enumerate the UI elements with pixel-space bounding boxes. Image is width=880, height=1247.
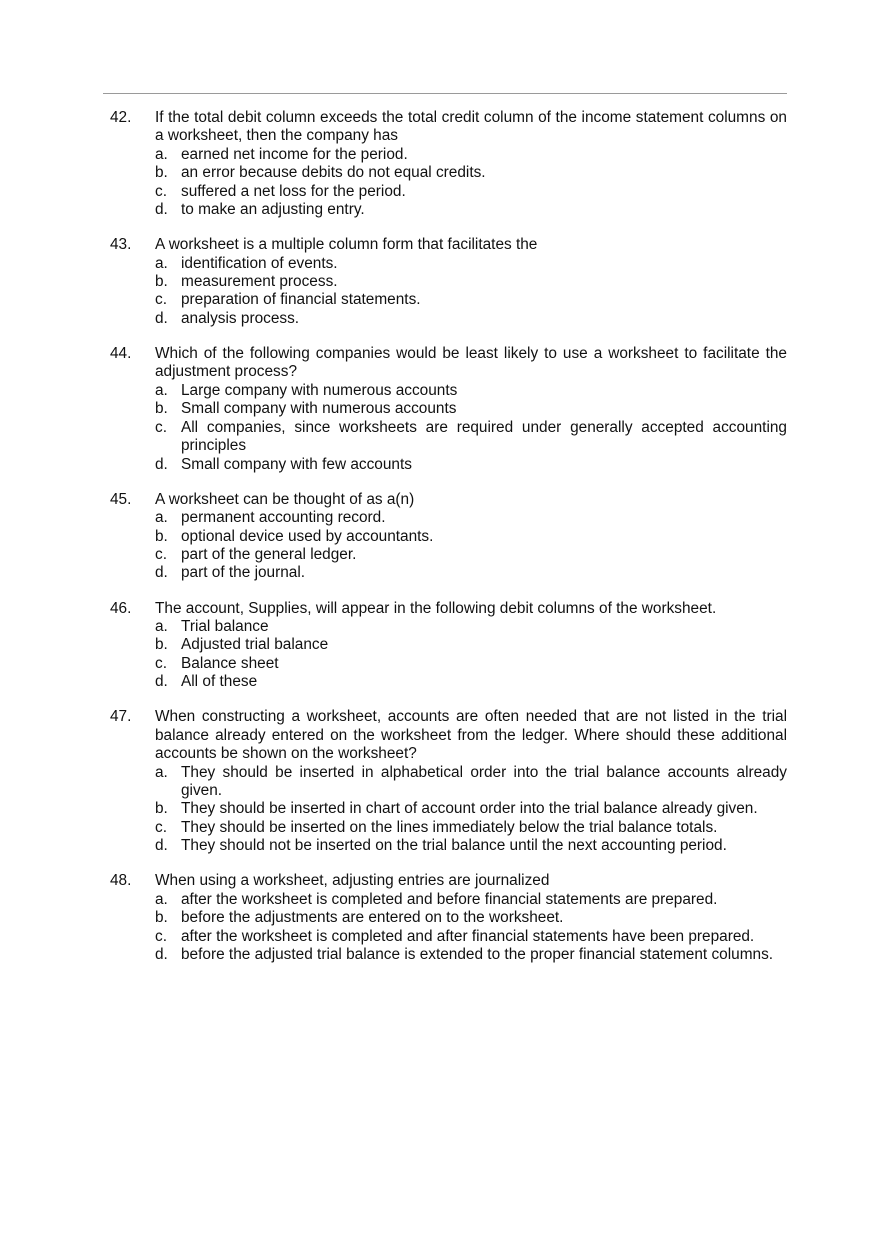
- option-text: preparation of financial statements.: [181, 291, 421, 309]
- option-letter: d.: [155, 673, 168, 691]
- question-48: [110, 872, 787, 964]
- option-letter: a.: [155, 509, 168, 527]
- option-text: identification of events.: [181, 254, 338, 272]
- question-number: 44.: [110, 345, 132, 363]
- option-letter: c.: [155, 654, 167, 672]
- option-letter: b.: [155, 164, 168, 182]
- option-letter: d.: [155, 455, 168, 473]
- question-44: [110, 345, 787, 474]
- answer-option-c: [155, 819, 787, 837]
- answer-option-d: [155, 673, 787, 691]
- answer-option-a: [155, 382, 787, 400]
- answer-options: [155, 255, 787, 329]
- option-letter: a.: [155, 381, 168, 399]
- question-number: 43.: [110, 236, 132, 254]
- option-text: Trial balance: [181, 617, 269, 635]
- option-text: part of the journal.: [181, 564, 306, 582]
- option-text: Adjusted trial balance: [181, 636, 329, 654]
- question-stem: Which of the following companies would be least likely to use a worksheet to facilitate the adjustment process?: [155, 345, 787, 381]
- answer-option-c: [155, 183, 787, 201]
- question-list: [110, 109, 787, 981]
- option-letter: d.: [155, 201, 168, 219]
- option-text: an error because debits do not equal credits.: [181, 164, 486, 182]
- answer-option-d: [155, 564, 787, 582]
- option-text: They should be inserted on the lines immediately below the trial balance totals.: [181, 818, 718, 836]
- option-letter: c.: [155, 927, 167, 945]
- answer-option-c: [155, 655, 787, 673]
- answer-options: [155, 618, 787, 692]
- question-stem: A worksheet is a multiple column form that facilitates the: [155, 236, 538, 254]
- answer-option-b: [155, 400, 787, 418]
- answer-option-a: [155, 618, 787, 636]
- question-stem: A worksheet can be thought of as a(n): [155, 490, 415, 508]
- question-43: [110, 236, 787, 328]
- answer-option-b: [155, 636, 787, 654]
- answer-option-c: [155, 546, 787, 564]
- option-letter: a.: [155, 763, 168, 781]
- option-letter: c.: [155, 545, 167, 563]
- option-letter: a.: [155, 254, 168, 272]
- question-stem: When constructing a worksheet, accounts are often needed that are not listed in the trial balance already entered on the worksheet from the ledger. Where should these additional accounts be shown on the worksheet?: [155, 708, 787, 763]
- option-letter: b.: [155, 909, 168, 927]
- option-text: part of the general ledger.: [181, 545, 357, 563]
- option-text: after the worksheet is completed and before financial statements are prepared.: [181, 890, 718, 908]
- answer-option-b: [155, 528, 787, 546]
- option-text: to make an adjusting entry.: [181, 201, 365, 219]
- option-letter: d.: [155, 837, 168, 855]
- question-number: 47.: [110, 708, 132, 726]
- header-rule: [103, 93, 787, 94]
- answer-option-a: [155, 146, 787, 164]
- option-letter: a.: [155, 145, 168, 163]
- option-text: Large company with numerous accounts: [181, 381, 458, 399]
- option-letter: b.: [155, 800, 168, 818]
- option-letter: d.: [155, 309, 168, 327]
- option-text: after the worksheet is completed and after financial statements have been prepared.: [181, 927, 755, 945]
- answer-option-d: [155, 201, 787, 219]
- option-letter: d.: [155, 946, 168, 964]
- option-letter: b.: [155, 527, 168, 545]
- answer-option-b: [155, 164, 787, 182]
- question-number: 46.: [110, 599, 132, 617]
- option-text: before the adjusted trial balance is extended to the proper financial statement columns.: [181, 946, 774, 964]
- answer-option-b: [155, 909, 787, 927]
- answer-option-a: [155, 764, 787, 801]
- question-stem: When using a worksheet, adjusting entries are journalized: [155, 872, 550, 890]
- question-45: [110, 491, 787, 583]
- answer-option-c: [155, 291, 787, 309]
- option-text: analysis process.: [181, 309, 300, 327]
- option-letter: b.: [155, 636, 168, 654]
- question-stem: The account, Supplies, will appear in the following debit columns of the worksheet.: [155, 599, 717, 617]
- question-number: 42.: [110, 109, 132, 126]
- answer-option-d: [155, 946, 787, 964]
- option-text: All of these: [181, 673, 258, 691]
- option-text: They should be inserted in chart of account order into the trial balance already given.: [181, 800, 758, 818]
- option-letter: d.: [155, 564, 168, 582]
- option-text: earned net income for the period.: [181, 145, 408, 163]
- option-text: They should be inserted in alphabetical order into the trial balance accounts already given.: [181, 763, 787, 799]
- option-text: All companies, since worksheets are required under generally accepted accounting principles: [181, 418, 787, 455]
- answer-option-a: [155, 255, 787, 273]
- question-number: 45.: [110, 490, 132, 508]
- answer-options: [155, 509, 787, 583]
- option-letter: c.: [155, 818, 167, 836]
- answer-options: [155, 764, 787, 856]
- option-letter: c.: [155, 291, 167, 309]
- option-text: measurement process.: [181, 273, 338, 291]
- answer-options: [155, 891, 787, 965]
- answer-options: [155, 382, 787, 474]
- option-letter: a.: [155, 890, 168, 908]
- option-text: permanent accounting record.: [181, 509, 386, 527]
- answer-option-a: [155, 509, 787, 527]
- option-text: They should not be inserted on the trial balance until the next accounting period.: [181, 837, 727, 855]
- option-text: Small company with few accounts: [181, 455, 412, 473]
- answer-option-b: [155, 273, 787, 291]
- question-46: [110, 600, 787, 692]
- option-letter: c.: [155, 182, 167, 200]
- answer-option-d: [155, 310, 787, 328]
- option-text: Small company with numerous accounts: [181, 400, 457, 418]
- answer-option-b: [155, 800, 787, 818]
- option-text: before the adjustments are entered on to the worksheet.: [181, 909, 564, 927]
- option-letter: b.: [155, 400, 168, 418]
- answer-option-d: [155, 456, 787, 474]
- question-stem: If the total debit column exceeds the total credit column of the income statement columns on a worksheet, then the company has: [155, 109, 787, 145]
- answer-options: [155, 146, 787, 220]
- answer-option-d: [155, 837, 787, 855]
- option-letter: c.: [155, 418, 167, 436]
- answer-option-a: [155, 891, 787, 909]
- question-47: [110, 708, 787, 855]
- option-text: Balance sheet: [181, 654, 279, 672]
- question-number: 48.: [110, 872, 132, 890]
- option-text: optional device used by accountants.: [181, 527, 434, 545]
- question-42: [110, 109, 787, 219]
- option-text: suffered a net loss for the period.: [181, 182, 406, 200]
- answer-option-c: [155, 928, 787, 946]
- answer-option-c: [155, 419, 787, 456]
- option-letter: a.: [155, 617, 168, 635]
- option-letter: b.: [155, 273, 168, 291]
